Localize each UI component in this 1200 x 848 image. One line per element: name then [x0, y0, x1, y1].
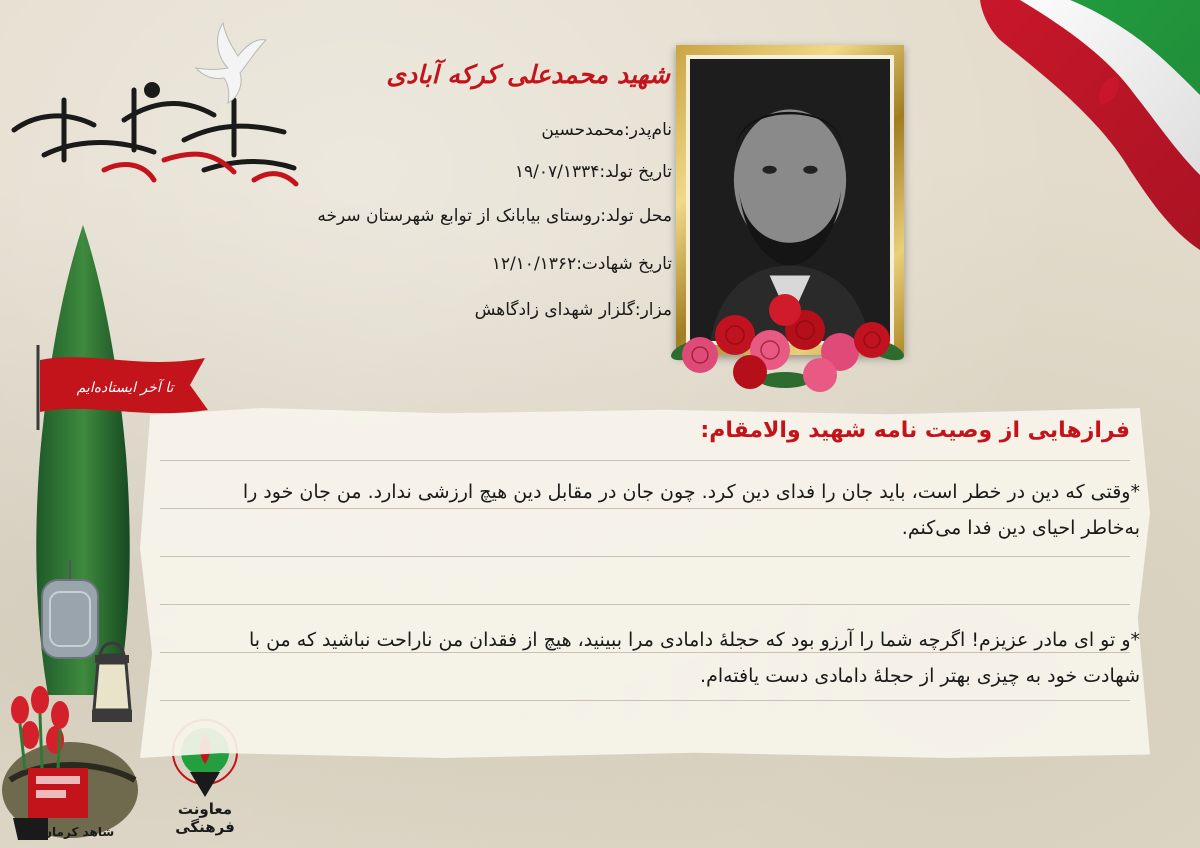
- will-quote-2: *و تو ای مادر عزیزم! اگرچه شما را آرزو بود که حجلۀ دامادی مرا ببینید، هیچ از فقدان من ناراحت نباشید که من با شهادت خود به چیزی بهتر از حجلۀ دامادی دست یافته‌ام.: [248, 629, 1140, 687]
- logo-left-text: شاهد کرمان: [41, 825, 115, 839]
- excerpts-title: فرازهایی از وصیت نامه شهید والامقام:: [700, 418, 1130, 443]
- dove-icon: [188, 18, 268, 108]
- will-quote-1: *وقتی که دین در خطر است، باید جان را فدای دین کرد. چون جان در مقابل دین هیچ ارزشی ندارد. من جان خود را به‌خاطر احیای دین فدا می‌کنم.: [242, 481, 1140, 539]
- cultural-deputy-label: معاونت فرهنگی: [175, 800, 235, 836]
- martyrdom-date: تاریخ شهادت:۱۲/۱۰/۱۳۶۲: [491, 254, 672, 274]
- shahed-kerman-logo: [8, 758, 115, 843]
- roses-bouquet: [660, 280, 910, 395]
- banner-text: تا آخر ایستاده‌ایم: [76, 380, 174, 396]
- martyr-name: شهید محمدعلی کرکه آبادی: [386, 60, 670, 89]
- iran-flag-icon: [960, 0, 1200, 250]
- father-name: نام‌پدر:محمدحسین: [541, 120, 672, 140]
- birth-date: تاریخ تولد:۱۹/۰۷/۱۳۳۴: [514, 162, 672, 182]
- note-paper: [140, 408, 1150, 758]
- burial-place: مزار:گلزار شهدای زادگاهش: [474, 300, 672, 320]
- birth-place: محل تولد:روستای بیابانک از توابع شهرستان سرخه: [317, 206, 672, 226]
